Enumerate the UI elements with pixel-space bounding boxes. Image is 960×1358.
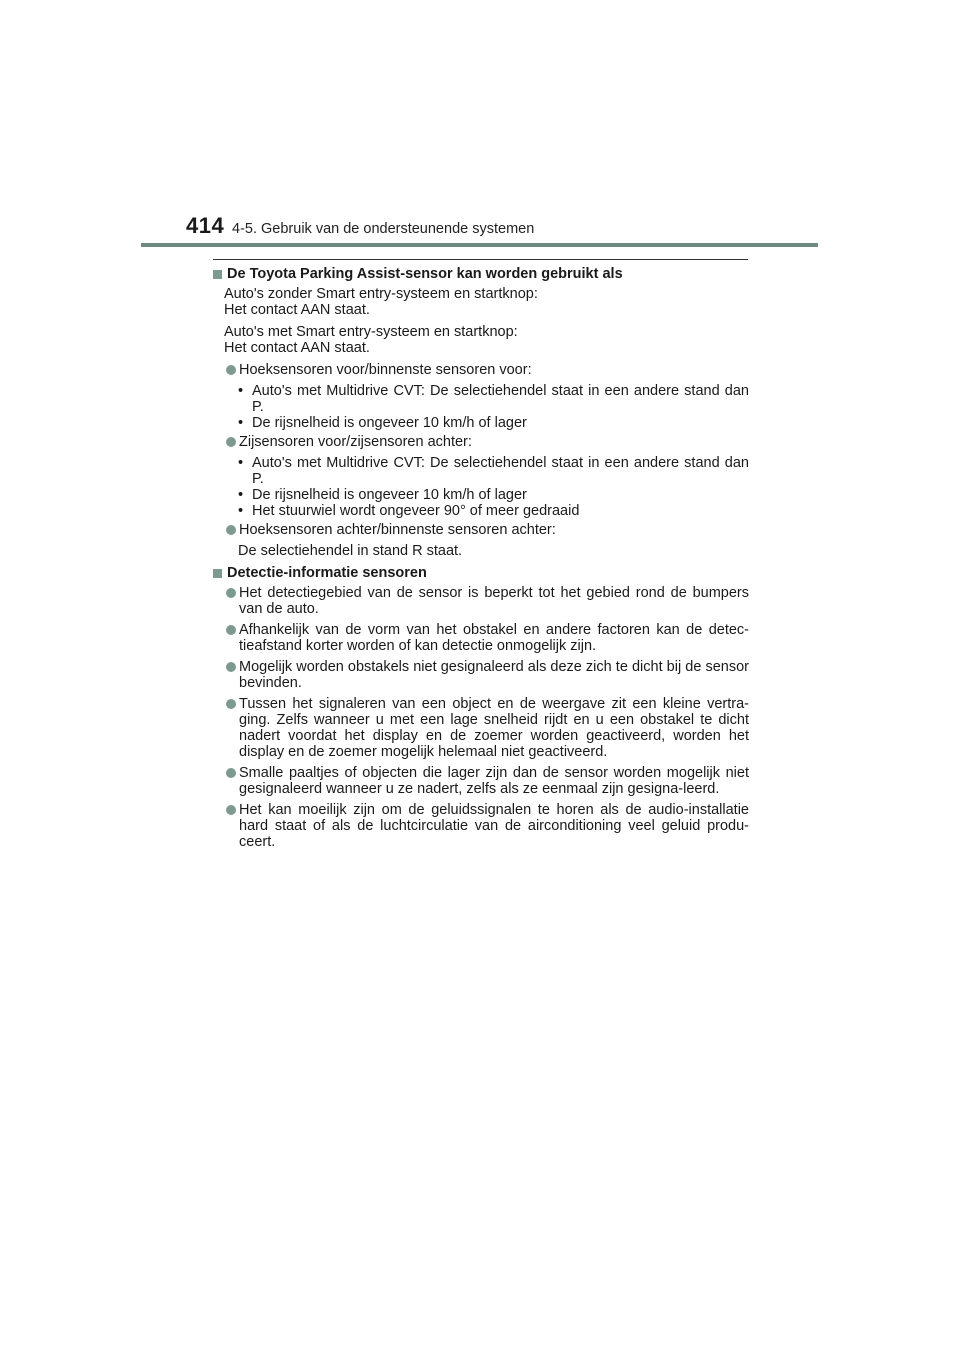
chapter-title: 4-5. Gebruik van de ondersteunende systemen bbox=[232, 221, 535, 237]
circle-bullet-icon bbox=[226, 437, 236, 447]
sub-list-item-text: De rijsnelheid is ongeveer 10 km/h of lager bbox=[252, 487, 527, 503]
sub-list-item bbox=[238, 383, 749, 415]
circle-bullet-icon bbox=[226, 625, 236, 635]
list-item bbox=[211, 765, 749, 797]
circle-bullet-icon bbox=[226, 525, 236, 535]
circle-bullet-icon bbox=[226, 662, 236, 672]
sub-list-item-text: Het stuurwiel wordt ongeveer 90° of meer gedraaid bbox=[252, 503, 580, 519]
paragraph-line: Het contact AAN staat. bbox=[224, 340, 370, 356]
section-heading bbox=[211, 565, 749, 581]
list-item-note: De selectiehendel in stand R staat. bbox=[238, 543, 463, 559]
square-bullet-icon bbox=[213, 270, 222, 279]
sub-list-item-text: De rijsnelheid is ongeveer 10 km/h of lager bbox=[252, 415, 527, 431]
circle-bullet-icon bbox=[226, 768, 236, 778]
circle-bullet-icon bbox=[226, 805, 236, 815]
list-item bbox=[211, 802, 749, 850]
sub-list-item bbox=[238, 487, 749, 503]
list-item bbox=[211, 696, 749, 760]
circle-bullet-icon bbox=[226, 588, 236, 598]
list-item-text: Mogelijk worden obstakels niet gesignaleerd als deze zich te dicht bij de sensor bevinden. bbox=[239, 659, 749, 691]
list-item bbox=[211, 434, 749, 450]
bullet-mark: • bbox=[238, 487, 244, 503]
circle-bullet-icon bbox=[226, 699, 236, 709]
bullet-mark: • bbox=[238, 415, 244, 431]
list-item-text: Het detectiegebied van de sensor is beperkt tot het gebied rond de bumpers van de auto. bbox=[239, 585, 749, 617]
list-item-text: Afhankelijk van de vorm van het obstakel en andere factoren kan de detec-tieafstand korter worden of kan detectie onmogelijk zijn. bbox=[239, 622, 749, 654]
sub-list-item-text: Auto's met Multidrive CVT: De selectiehendel staat in een andere stand dan P. bbox=[252, 455, 749, 487]
page-content bbox=[211, 266, 749, 855]
list-item bbox=[211, 585, 749, 617]
paragraph-line: Auto's met Smart entry-systeem en startknop: bbox=[224, 324, 518, 340]
section-divider bbox=[213, 259, 748, 260]
square-bullet-icon bbox=[213, 569, 222, 578]
sub-list-item-text: Auto's met Multidrive CVT: De selectiehendel staat in een andere stand dan P. bbox=[252, 383, 749, 415]
paragraph-line: Auto's zonder Smart entry-systeem en startknop: bbox=[224, 286, 538, 302]
paragraph bbox=[224, 286, 749, 318]
list-item bbox=[211, 659, 749, 691]
list-item bbox=[211, 362, 749, 378]
sub-list bbox=[238, 383, 749, 431]
list-item-text: Hoeksensoren voor/binnenste sensoren voor: bbox=[239, 362, 532, 378]
circle-bullet-icon bbox=[226, 365, 236, 375]
section-heading-text: De Toyota Parking Assist-sensor kan worden gebruikt als bbox=[227, 266, 623, 282]
paragraph-line: Het contact AAN staat. bbox=[224, 302, 370, 318]
list-item-text: Tussen het signaleren van een object en de weergave zit een kleine vertra-ging. Zelfs wanneer u met een lage snelheid rijdt en u een obstakel te dicht nadert voordat het display en de zoemer worden geactiveerd, worden het display en de zoemer mogelijk helemaal niet geactiveerd. bbox=[239, 696, 749, 760]
sub-list-item bbox=[238, 503, 749, 519]
bullet-mark: • bbox=[238, 503, 244, 519]
list-item-text: Zijsensoren voor/zijsensoren achter: bbox=[239, 434, 472, 450]
list-item bbox=[211, 622, 749, 654]
sub-list bbox=[238, 455, 749, 519]
sub-list-item bbox=[238, 415, 749, 431]
header-divider bbox=[141, 243, 818, 247]
list-item-text: Smalle paaltjes of objecten die lager zijn dan de sensor worden mogelijk niet gesignaleerd wanneer u ze nadert, zelfs als ze eenmaal zijn gesigna-leerd. bbox=[239, 765, 749, 797]
section-heading bbox=[211, 266, 749, 282]
sub-list-item bbox=[238, 455, 749, 487]
list-item-text: Hoeksensoren achter/binnenste sensoren achter: bbox=[239, 522, 556, 538]
bullet-mark: • bbox=[238, 383, 244, 399]
paragraph bbox=[224, 324, 749, 356]
section-heading-text: Detectie-informatie sensoren bbox=[227, 565, 427, 581]
list-item-text: Het kan moeilijk zijn om de geluidssignalen te horen als de audio-installatie hard staat of als de luchtcirculatie van de airconditioning veel geluid produ-ceert. bbox=[239, 802, 749, 850]
bullet-mark: • bbox=[238, 455, 244, 471]
list-item bbox=[211, 522, 749, 538]
page-number: 414 bbox=[186, 213, 225, 238]
